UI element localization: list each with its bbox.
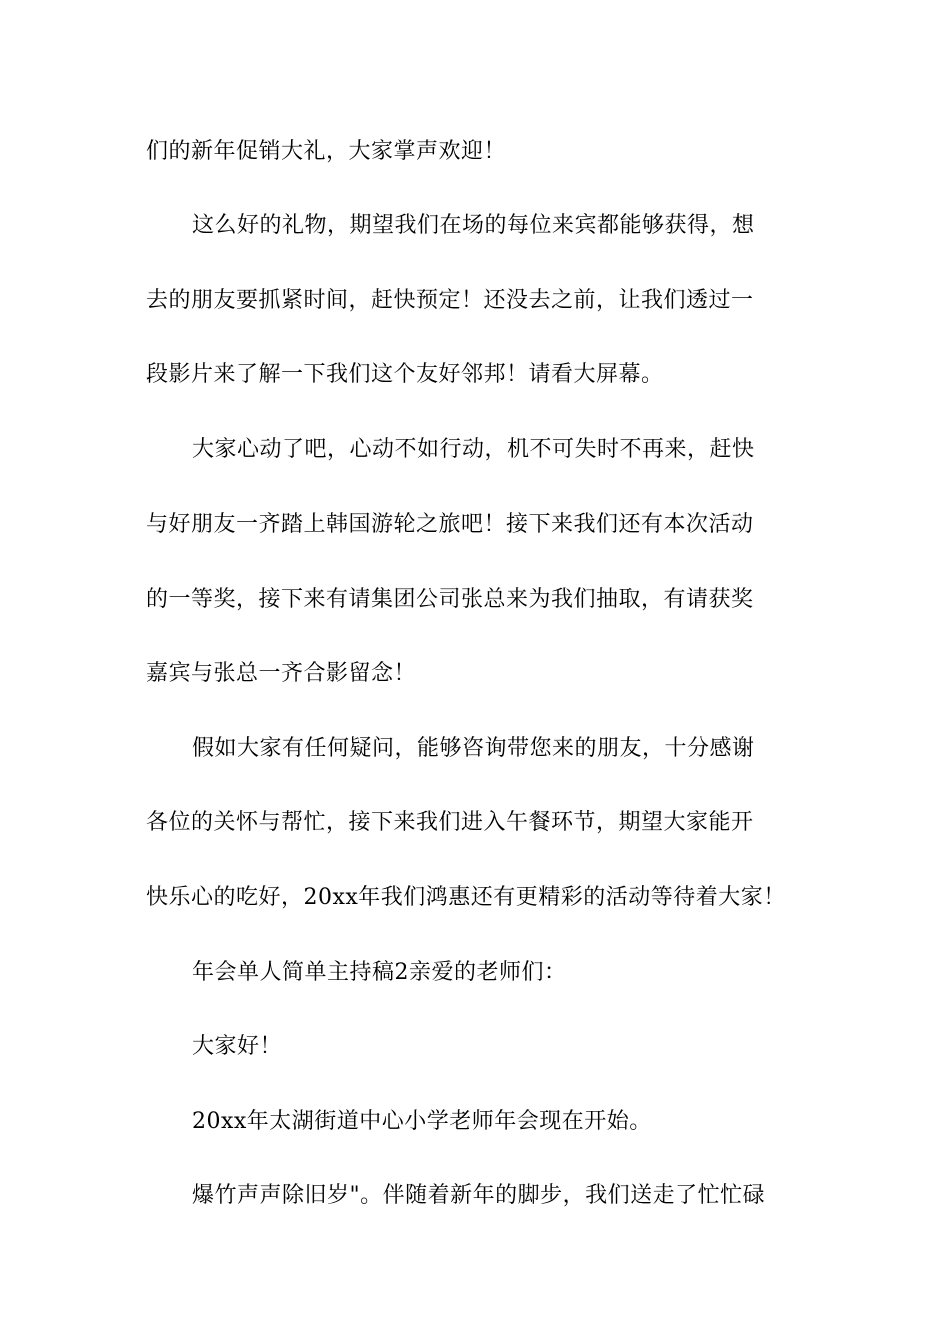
text-line: 这么好的礼物，期望我们在场的每位来宾都能够获得，想: [192, 213, 755, 238]
text-line: 各位的关怀与帮忙，接下来我们进入午餐环节，期望大家能开: [146, 810, 754, 835]
text-line: 段影片来了解一下我们这个友好邻邦！请看大屏幕。: [146, 362, 664, 387]
text-line: 大家心动了吧，心动不如行动，机不可失时不再来，赶快: [192, 437, 755, 462]
text-line: 假如大家有任何疑问，能够咨询带您来的朋友，十分感谢: [192, 736, 755, 761]
text-line: 年会单人简单主持稿2亲爱的老师们：: [192, 960, 567, 985]
text-line: 爆竹声声除旧岁"。伴随着新年的脚步，我们送走了忙忙碌: [192, 1183, 766, 1208]
text-line: 的一等奖，接下来有请集团公司张总来为我们抽取，有请获奖: [146, 587, 754, 612]
text-line: 们的新年促销大礼，大家掌声欢迎！: [146, 139, 507, 164]
text-line: 嘉宾与张总一齐合影留念！: [146, 661, 417, 686]
text-line: 去的朋友要抓紧时间，赶快预定！还没去之前，让我们透过一: [146, 288, 754, 313]
text-line: 20xx年太湖街道中心小学老师年会现在开始。: [192, 1109, 652, 1134]
text-line: 大家好！: [192, 1034, 283, 1059]
text-line: 与好朋友一齐踏上韩国游轮之旅吧！接下来我们还有本次活动: [146, 512, 754, 537]
text-line: 快乐心的吃好，20xx年我们鸿惠还有更精彩的活动等待着大家！: [146, 885, 786, 910]
